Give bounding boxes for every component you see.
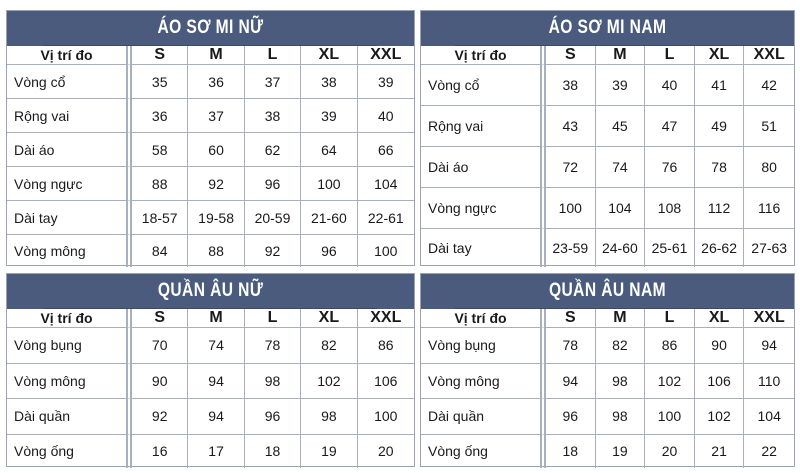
size-value: 38 <box>546 65 596 106</box>
table-row <box>421 147 794 188</box>
size-value: 96 <box>301 235 357 267</box>
size-value: 62 <box>245 133 301 167</box>
size-value: 39 <box>301 99 357 133</box>
header-cell: XXL <box>744 309 794 328</box>
table-row <box>7 399 414 435</box>
size-value: 84 <box>132 235 188 267</box>
size-value: 78 <box>245 328 301 364</box>
table-quan-au-nu <box>6 273 415 467</box>
size-value: 21 <box>695 435 745 468</box>
table-row <box>421 435 794 468</box>
header-cell: Vị trí đo <box>421 46 546 65</box>
row-label: Dài áo <box>7 133 132 167</box>
size-value: 66 <box>358 133 414 167</box>
size-value: 98 <box>596 399 646 435</box>
size-value: 78 <box>546 328 596 364</box>
table-row <box>421 188 794 229</box>
size-value: 98 <box>245 364 301 400</box>
row-label: Vòng cổ <box>421 65 546 106</box>
size-value: 94 <box>188 399 244 435</box>
size-value: 25-61 <box>645 229 695 268</box>
row-label: Vòng cổ <box>7 65 132 99</box>
header-cell: Vị trí đo <box>7 46 132 65</box>
size-value: 96 <box>546 399 596 435</box>
table-row <box>7 65 414 99</box>
row-label: Dài quần <box>421 399 546 435</box>
size-table <box>7 46 414 267</box>
header-cell: XL <box>301 46 357 65</box>
size-value: 76 <box>645 147 695 188</box>
size-value: 49 <box>695 106 745 147</box>
size-value: 20 <box>645 435 695 468</box>
size-value: 35 <box>132 65 188 99</box>
size-value: 104 <box>596 188 646 229</box>
size-value: 22 <box>761 443 777 460</box>
size-value: 19-58 <box>188 201 244 235</box>
table-row <box>7 235 414 267</box>
size-value: 70 <box>132 328 188 364</box>
size-value: 18 <box>546 435 596 468</box>
size-value: 19 <box>596 435 646 468</box>
header-row <box>421 309 794 328</box>
header-row <box>7 46 414 65</box>
header-cell: S <box>132 46 188 65</box>
size-value: 24-60 <box>596 229 646 268</box>
size-value: 36 <box>188 65 244 99</box>
header-cell: M <box>188 309 244 328</box>
size-value: 40 <box>645 65 695 106</box>
size-table <box>421 309 794 468</box>
header-cell: S <box>546 46 596 65</box>
size-value: 80 <box>744 147 794 188</box>
size-value: 39 <box>358 65 414 99</box>
size-value: 20-59 <box>245 201 301 235</box>
size-value: 58 <box>132 133 188 167</box>
size-value: 41 <box>695 65 745 106</box>
header-cell: XL <box>695 46 745 65</box>
row-label: Vòng ống <box>7 435 132 468</box>
size-value: 17 <box>188 435 244 468</box>
table-row <box>7 328 414 364</box>
table-quan-au-nam <box>420 273 795 467</box>
size-value: 18 <box>245 435 301 468</box>
size-value: 88 <box>188 235 244 267</box>
size-value: 100 <box>645 399 695 435</box>
table-row <box>7 435 414 468</box>
row-label: Rộng vai <box>7 99 132 133</box>
size-value: 96 <box>245 167 301 201</box>
size-value: 74 <box>596 147 646 188</box>
table-title: ÁO SƠ MI NAM <box>455 11 761 46</box>
table-row <box>7 364 414 400</box>
size-value: 16 <box>132 435 188 468</box>
size-value: 74 <box>188 328 244 364</box>
table-row <box>421 229 794 268</box>
size-value: 37 <box>245 65 301 99</box>
size-value: 19 <box>301 435 357 468</box>
table-row <box>7 99 414 133</box>
size-value: 102 <box>645 364 695 400</box>
row-label: Vòng bụng <box>7 328 132 364</box>
table-row <box>421 364 794 400</box>
row-label: Dài tay <box>7 201 132 235</box>
row-label: Vòng mông <box>7 235 132 267</box>
table-body <box>7 328 414 468</box>
header-row <box>7 309 414 328</box>
table-body <box>421 65 794 267</box>
size-value: 104 <box>744 399 794 435</box>
header-cell: XXL <box>744 46 794 65</box>
table-row <box>421 65 794 106</box>
table-ao-so-mi-nam <box>420 10 795 266</box>
size-value: 100 <box>546 188 596 229</box>
size-value: 104 <box>358 167 414 201</box>
row-label: Dài quần <box>7 399 132 435</box>
table-body <box>421 328 794 468</box>
table-title: QUẦN ÂU NỮ <box>44 274 378 309</box>
header-cell: M <box>596 309 646 328</box>
size-value: 39 <box>596 65 646 106</box>
size-value: 43 <box>546 106 596 147</box>
header-cell: L <box>645 309 695 328</box>
size-value: 110 <box>744 364 794 400</box>
size-value: 90 <box>695 328 745 364</box>
size-value: 102 <box>695 399 745 435</box>
size-value: 42 <box>744 65 794 106</box>
size-value: 112 <box>695 188 745 229</box>
header-cell: XXL <box>358 46 414 65</box>
size-value: 90 <box>132 364 188 400</box>
table-row <box>7 167 414 201</box>
header-cell: XXL <box>358 309 414 328</box>
size-value: 102 <box>301 364 357 400</box>
size-value: 106 <box>695 364 745 400</box>
size-value: 51 <box>744 106 794 147</box>
size-value: 38 <box>301 65 357 99</box>
header-cell: M <box>188 46 244 65</box>
size-value: 96 <box>245 399 301 435</box>
header-row <box>421 46 794 65</box>
header-cell: M <box>596 46 646 65</box>
size-value: 27-63 <box>751 239 788 256</box>
table-body <box>7 65 414 267</box>
row-label: Vòng bụng <box>421 328 546 364</box>
row-label: Vòng mông <box>421 364 546 400</box>
header-cell: S <box>132 309 188 328</box>
size-value: 94 <box>546 364 596 400</box>
size-value: 100 <box>374 243 398 259</box>
size-value: 21-60 <box>301 201 357 235</box>
table-title: QUẦN ÂU NAM <box>455 274 761 309</box>
size-value: 100 <box>358 399 414 435</box>
size-value: 86 <box>645 328 695 364</box>
size-value: 86 <box>358 328 414 364</box>
header-cell: S <box>546 309 596 328</box>
header-cell: XL <box>695 309 745 328</box>
size-value: 26-62 <box>695 229 745 268</box>
size-value: 92 <box>132 399 188 435</box>
size-value: 40 <box>358 99 414 133</box>
header-cell: L <box>245 309 301 328</box>
table-ao-so-mi-nu <box>6 10 415 266</box>
size-value: 108 <box>645 188 695 229</box>
size-value: 82 <box>596 328 646 364</box>
size-value: 47 <box>645 106 695 147</box>
header-cell: XL <box>301 309 357 328</box>
size-value: 38 <box>245 99 301 133</box>
row-label: Vòng mông <box>7 364 132 400</box>
size-value: 64 <box>301 133 357 167</box>
size-value: 22-61 <box>358 201 414 235</box>
row-label: Dài tay <box>421 229 546 268</box>
row-label: Dài áo <box>421 147 546 188</box>
size-value: 92 <box>245 235 301 267</box>
size-value: 23-59 <box>546 229 596 268</box>
header-cell: Vị trí đo <box>421 309 546 328</box>
size-value: 36 <box>132 99 188 133</box>
header-cell: Vị trí đo <box>7 309 132 328</box>
size-value: 106 <box>358 364 414 400</box>
table-row <box>421 328 794 364</box>
size-value: 45 <box>596 106 646 147</box>
table-row <box>7 133 414 167</box>
size-value: 98 <box>301 399 357 435</box>
size-value: 116 <box>744 188 794 229</box>
row-label: Rộng vai <box>421 106 546 147</box>
size-value: 98 <box>596 364 646 400</box>
size-value: 82 <box>301 328 357 364</box>
table-row <box>421 399 794 435</box>
size-value: 100 <box>301 167 357 201</box>
table-row <box>421 106 794 147</box>
header-cell: L <box>645 46 695 65</box>
size-value: 94 <box>744 328 794 364</box>
header-cell: L <box>245 46 301 65</box>
table-row <box>7 201 414 235</box>
row-label: Vòng ngực <box>7 167 132 201</box>
table-title: ÁO SƠ MI NỮ <box>44 11 378 46</box>
size-value: 94 <box>188 364 244 400</box>
size-value: 88 <box>132 167 188 201</box>
size-value: 37 <box>188 99 244 133</box>
size-value: 92 <box>188 167 244 201</box>
size-table <box>421 46 794 267</box>
size-value: 18-57 <box>132 201 188 235</box>
row-label: Vòng ngực <box>421 188 546 229</box>
size-value: 60 <box>188 133 244 167</box>
row-label: Vòng ống <box>421 435 546 468</box>
size-value: 78 <box>695 147 745 188</box>
size-value: 20 <box>377 443 394 460</box>
size-value: 72 <box>546 147 596 188</box>
size-table <box>7 309 414 468</box>
